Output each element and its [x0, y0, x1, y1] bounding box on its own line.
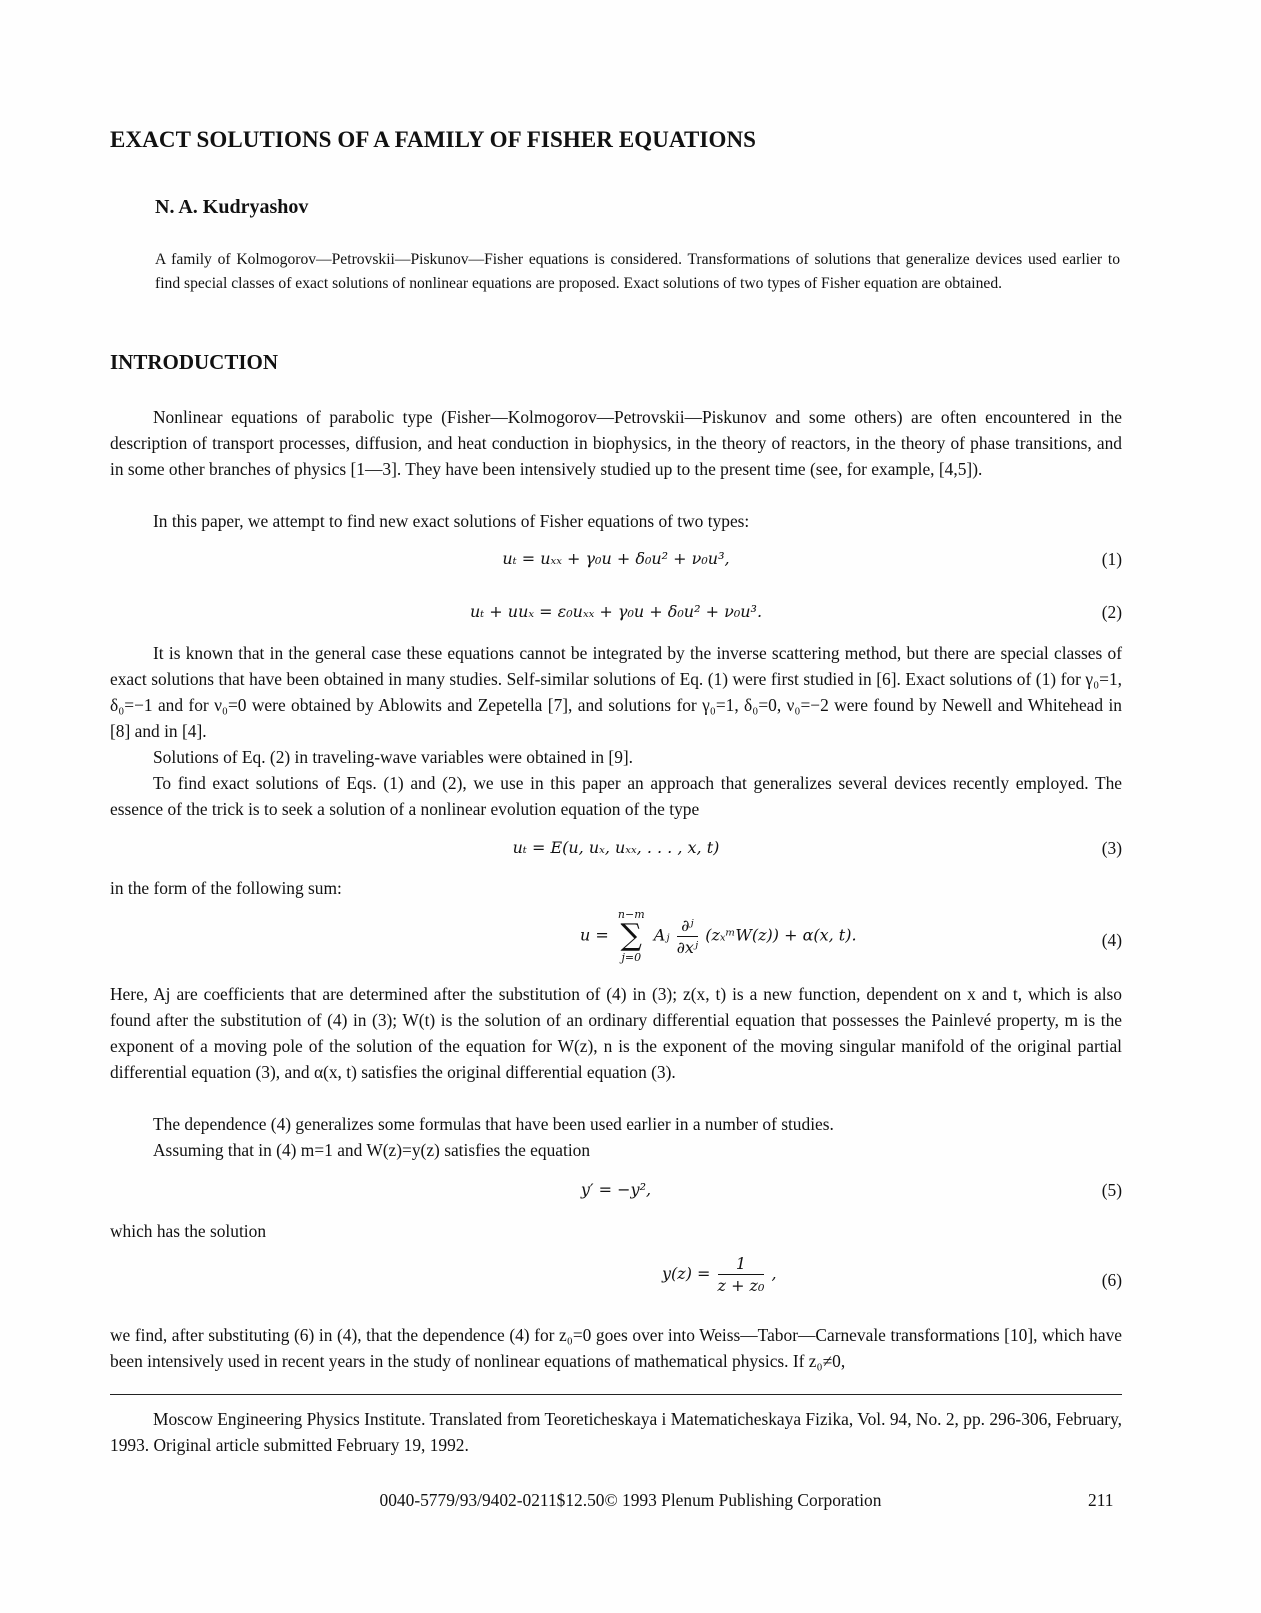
- equation-6-body: [662, 1254, 777, 1295]
- abstract: A family of Kolmogorov—Petrovskii—Piskunov—Fisher equations is considered. Transformations of solutions that generalize devices used earlier to find special classes of exact solutions of nonlinear equations are proposed. Exact solutions of two types of Fisher equation are obtained.: [155, 251, 1120, 292]
- equation-5-number: (5): [1101, 1180, 1122, 1200]
- footnote-divider: [110, 1394, 1122, 1395]
- footnote: Moscow Engineering Physics Institute. Translated from Teoreticheskaya i Matematicheskaya Fizika, Vol. 94, No. 2, pp. 296-306, February, 1993. Original article submitted February 19, 1992.: [110, 1409, 1122, 1455]
- equation-3-body: uₜ = E(u, uₓ, uₓₓ, . . . , x, t): [512, 838, 720, 857]
- equation-4-number: (4): [1101, 930, 1122, 950]
- publication-code: 0040-5779/93/9402-0211$12.50© 1993 Plenum Publishing Corporation: [379, 1490, 882, 1510]
- page-number: 211: [1088, 1490, 1114, 1510]
- equation-1-body: uₜ = uₓₓ + γ₀u + δ₀u² + ν₀u³,: [502, 549, 730, 568]
- equation-1: [110, 549, 1122, 579]
- equation-5-body: y′ = −y²,: [580, 1180, 652, 1199]
- equation-6-trailing-comma: ,: [771, 1264, 777, 1283]
- equation-1-number: (1): [1101, 549, 1122, 569]
- equation-2-body: uₜ + uuₓ = ε₀uₓₓ + γ₀u + δ₀u² + ν₀u³.: [469, 602, 763, 621]
- paragraph-8: The dependence (4) generalizes some formulas that have been used earlier in a number of studies.: [153, 1114, 834, 1134]
- paragraph-5: To find exact solutions of Eqs. (1) and (2), we use in this paper an approach that generalizes several devices recently employed. The essence of the trick is to seek a solution of a nonlinear evolution equation of the type: [110, 773, 1122, 819]
- paper-title: EXACT SOLUTIONS OF A FAMILY OF FISHER EQUATIONS: [110, 127, 757, 152]
- equation-3: [110, 838, 1122, 868]
- equation-3-number: (3): [1101, 838, 1122, 858]
- equation-4-rest: (zₓᵐW(z)) + α(x, t).: [705, 925, 857, 945]
- paragraph-3: It is known that in the general case these equations cannot be integrated by the inverse scattering method, but there are special classes of exact solutions that have been obtained in many studies. Self-similar solutions of Eq. (1) were first studied in [6]. Exact solutions of (1) for γ₀=1, δ₀=−1 and for ν₀=0 were obtained by Ablowits and Zepetella [7], and solutions for γ₀=1, δ₀=0, ν₀=−2 were found by Newell and Whitehead in [8] and in [4].: [110, 643, 1122, 741]
- equation-4-lhs: u =: [580, 925, 609, 945]
- sum-sign: ∑: [620, 918, 642, 953]
- paragraph-6: in the form of the following sum:: [110, 878, 342, 898]
- equation-6-fraction: [718, 1254, 765, 1295]
- equation-6-lhs: y(z) =: [662, 1264, 711, 1283]
- paragraph-7: Here, Aj are coefficients that are determined after the substitution of (4) in (3); z(x, t) is a new function, dependent on x and t, which is also found after the substitution of (4) in (3); W(t) is the solution of an ordinary differential equation that possesses the Painlevé property, m is the exponent of a moving pole of the solution of the equation for W(z), n is the exponent of the moving singular manifold of the original partial differential equation (3), and α(x, t) satisfies the original differential equation (3).: [110, 984, 1122, 1082]
- equation-5: [110, 1180, 1122, 1210]
- fraction-numerator: ∂ʲ: [677, 916, 699, 937]
- summation-symbol: [618, 908, 645, 964]
- author-name: N. A. Kudryashov: [155, 196, 309, 218]
- sum-lower-limit: j=0: [621, 951, 642, 964]
- fraction-denominator: ∂xʲ: [676, 937, 699, 957]
- equation-6-number: (6): [1101, 1270, 1122, 1290]
- paragraph-11: we find, after substituting (6) in (4), that the dependence (4) for z₀=0 goes over into Weiss—Tabor—Carnevale transformations [10], which have been intensively used in recent years in the study of nonlinear equations of mathematical physics. If z₀≠0,: [110, 1325, 1122, 1371]
- paragraph-4: Solutions of Eq. (2) in traveling-wave variables were obtained in [9].: [153, 747, 634, 767]
- equation-6-numerator: 1: [718, 1254, 765, 1275]
- section-heading-introduction: INTRODUCTION: [110, 350, 279, 374]
- equation-4-body: [580, 908, 857, 964]
- paragraph-2: In this paper, we attempt to find new exact solutions of Fisher equations of two types:: [153, 511, 750, 531]
- paragraph-9: Assuming that in (4) m=1 and W(z)=y(z) satisfies the equation: [153, 1140, 591, 1160]
- equation-2: [110, 602, 1122, 632]
- equation-6: [110, 1254, 1122, 1306]
- equation-4-coefficient: Aⱼ: [653, 925, 670, 945]
- paragraph-10: which has the solution: [110, 1221, 267, 1241]
- equation-2-number: (2): [1101, 602, 1122, 622]
- equation-4: [110, 908, 1122, 984]
- equation-6-denominator: z + z₀: [717, 1276, 765, 1295]
- paragraph-1: Nonlinear equations of parabolic type (Fisher—Kolmogorov—Petrovskii—Piskunov and some others) are often encountered in the description of transport processes, diffusion, and heat conduction in biophysics, in the theory of reactors, in the theory of phase transitions, and in some other branches of physics [1—3]. They have been intensively studied up to the present time (see, for example, [4,5]).: [110, 407, 1122, 479]
- partial-derivative-fraction: [677, 916, 699, 957]
- sum-upper-limit: n−m: [617, 908, 645, 921]
